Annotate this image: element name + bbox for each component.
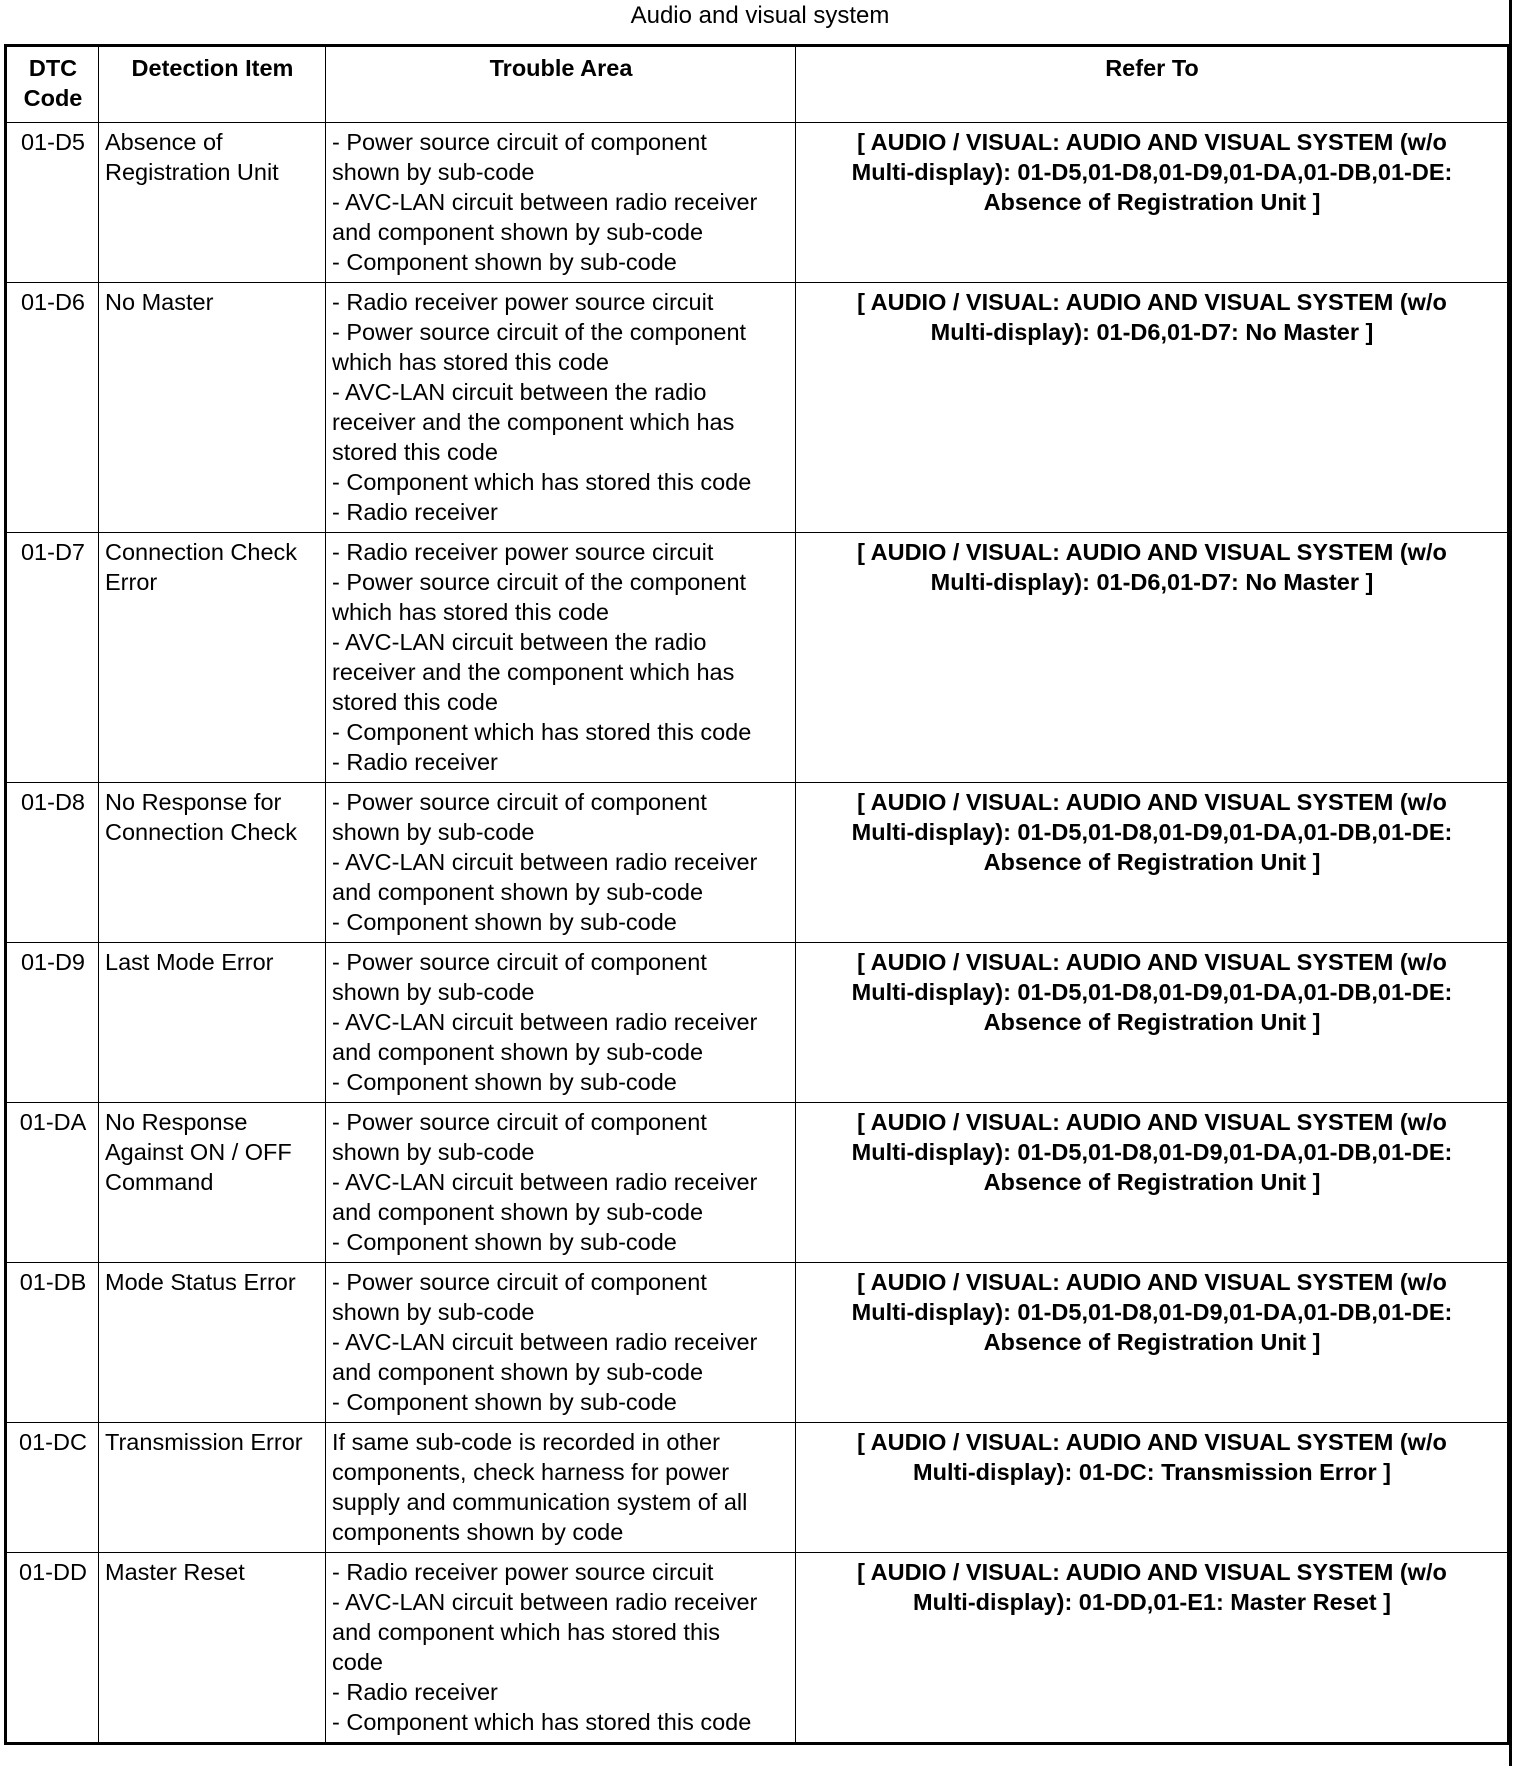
table-row: [6, 1103, 1509, 1263]
table-row: [6, 533, 1509, 783]
trouble-area-cell: - Power source circuit of component shown by sub-code - AVC-LAN circuit between radio receiver and component shown by sub-code - Component shown by sub-code: [326, 783, 796, 943]
detection-item-cell: Absence of Registration Unit: [99, 123, 326, 283]
dtc-code-cell: 01-DA: [6, 1103, 99, 1263]
detection-item-cell: No Response Against ON / OFF Command: [99, 1103, 326, 1263]
table-row: [6, 943, 1509, 1103]
table-row: [6, 123, 1509, 283]
detection-item-cell: Transmission Error: [99, 1423, 326, 1553]
refer-to-link[interactable]: [ AUDIO / VISUAL: AUDIO AND VISUAL SYSTEM (w/o Multi-display): 01-D5,01-D8,01-D9,01-DA,01-DB,01-DE: Absence of Registration Unit ]: [796, 943, 1509, 1103]
dtc-table: [4, 44, 1510, 1745]
trouble-area-cell: - Radio receiver power source circuit - AVC-LAN circuit between radio receiver and component which has stored this code - Radio receiver - Component which has stored this code: [326, 1553, 796, 1744]
detection-item-cell: No Response for Connection Check: [99, 783, 326, 943]
table-row: [6, 283, 1509, 533]
dtc-code-cell: 01-DC: [6, 1423, 99, 1553]
dtc-code-cell: 01-D9: [6, 943, 99, 1103]
trouble-area-cell: - Radio receiver power source circuit - Power source circuit of the component which has stored this code - AVC-LAN circuit between the radio receiver and the component which has stored this code - Component which has stored this code - Radio receiver: [326, 533, 796, 783]
detection-item-cell: No Master: [99, 283, 326, 533]
table-row: [6, 1423, 1509, 1553]
trouble-area-cell: If same sub-code is recorded in other components, check harness for power supply and communication system of all components shown by code: [326, 1423, 796, 1553]
table-row: [6, 1553, 1509, 1744]
refer-to-link[interactable]: [ AUDIO / VISUAL: AUDIO AND VISUAL SYSTEM (w/o Multi-display): 01-D6,01-D7: No Master ]: [796, 283, 1509, 533]
trouble-area-cell: - Power source circuit of component shown by sub-code - AVC-LAN circuit between radio receiver and component shown by sub-code - Component shown by sub-code: [326, 943, 796, 1103]
dtc-code-cell: 01-D7: [6, 533, 99, 783]
trouble-area-cell: - Power source circuit of component shown by sub-code - AVC-LAN circuit between radio receiver and component shown by sub-code - Component shown by sub-code: [326, 1103, 796, 1263]
header-refer-to: Refer To: [796, 46, 1509, 123]
trouble-area-cell: - Power source circuit of component shown by sub-code - AVC-LAN circuit between radio receiver and component shown by sub-code - Component shown by sub-code: [326, 1263, 796, 1423]
refer-to-link[interactable]: [ AUDIO / VISUAL: AUDIO AND VISUAL SYSTEM (w/o Multi-display): 01-D6,01-D7: No Master ]: [796, 533, 1509, 783]
table-row: [6, 1263, 1509, 1423]
refer-to-link[interactable]: [ AUDIO / VISUAL: AUDIO AND VISUAL SYSTEM (w/o Multi-display): 01-D5,01-D8,01-D9,01-DA,01-DB,01-DE: Absence of Registration Unit ]: [796, 1103, 1509, 1263]
detection-item-cell: Mode Status Error: [99, 1263, 326, 1423]
dtc-code-cell: 01-D5: [6, 123, 99, 283]
header-dtc-code: DTC Code: [6, 46, 99, 123]
header-trouble-area: Trouble Area: [326, 46, 796, 123]
refer-to-link[interactable]: [ AUDIO / VISUAL: AUDIO AND VISUAL SYSTEM (w/o Multi-display): 01-D5,01-D8,01-D9,01-DA,01-DB,01-DE: Absence of Registration Unit ]: [796, 1263, 1509, 1423]
dtc-code-cell: 01-DB: [6, 1263, 99, 1423]
trouble-area-cell: - Power source circuit of component shown by sub-code - AVC-LAN circuit between radio receiver and component shown by sub-code - Component shown by sub-code: [326, 123, 796, 283]
refer-to-link[interactable]: [ AUDIO / VISUAL: AUDIO AND VISUAL SYSTEM (w/o Multi-display): 01-D5,01-D8,01-D9,01-DA,01-DB,01-DE: Absence of Registration Unit ]: [796, 123, 1509, 283]
dtc-code-cell: 01-D8: [6, 783, 99, 943]
detection-item-cell: Master Reset: [99, 1553, 326, 1744]
trouble-area-cell: - Radio receiver power source circuit - Power source circuit of the component which has stored this code - AVC-LAN circuit between the radio receiver and the component which has stored this code - Component which has stored this code - Radio receiver: [326, 283, 796, 533]
refer-to-link[interactable]: [ AUDIO / VISUAL: AUDIO AND VISUAL SYSTEM (w/o Multi-display): 01-DC: Transmission Error ]: [796, 1423, 1509, 1553]
page-caption: Audio and visual system: [630, 2, 890, 29]
table-row: [6, 783, 1509, 943]
dtc-code-cell: 01-D6: [6, 283, 99, 533]
header-detection-item: Detection Item: [99, 46, 326, 123]
detection-item-cell: Connection Check Error: [99, 533, 326, 783]
detection-item-cell: Last Mode Error: [99, 943, 326, 1103]
table-header-row: [6, 46, 1509, 123]
refer-to-link[interactable]: [ AUDIO / VISUAL: AUDIO AND VISUAL SYSTEM (w/o Multi-display): 01-D5,01-D8,01-D9,01-DA,01-DB,01-DE: Absence of Registration Unit ]: [796, 783, 1509, 943]
refer-to-link[interactable]: [ AUDIO / VISUAL: AUDIO AND VISUAL SYSTEM (w/o Multi-display): 01-DD,01-E1: Master Reset ]: [796, 1553, 1509, 1744]
dtc-code-cell: 01-DD: [6, 1553, 99, 1744]
